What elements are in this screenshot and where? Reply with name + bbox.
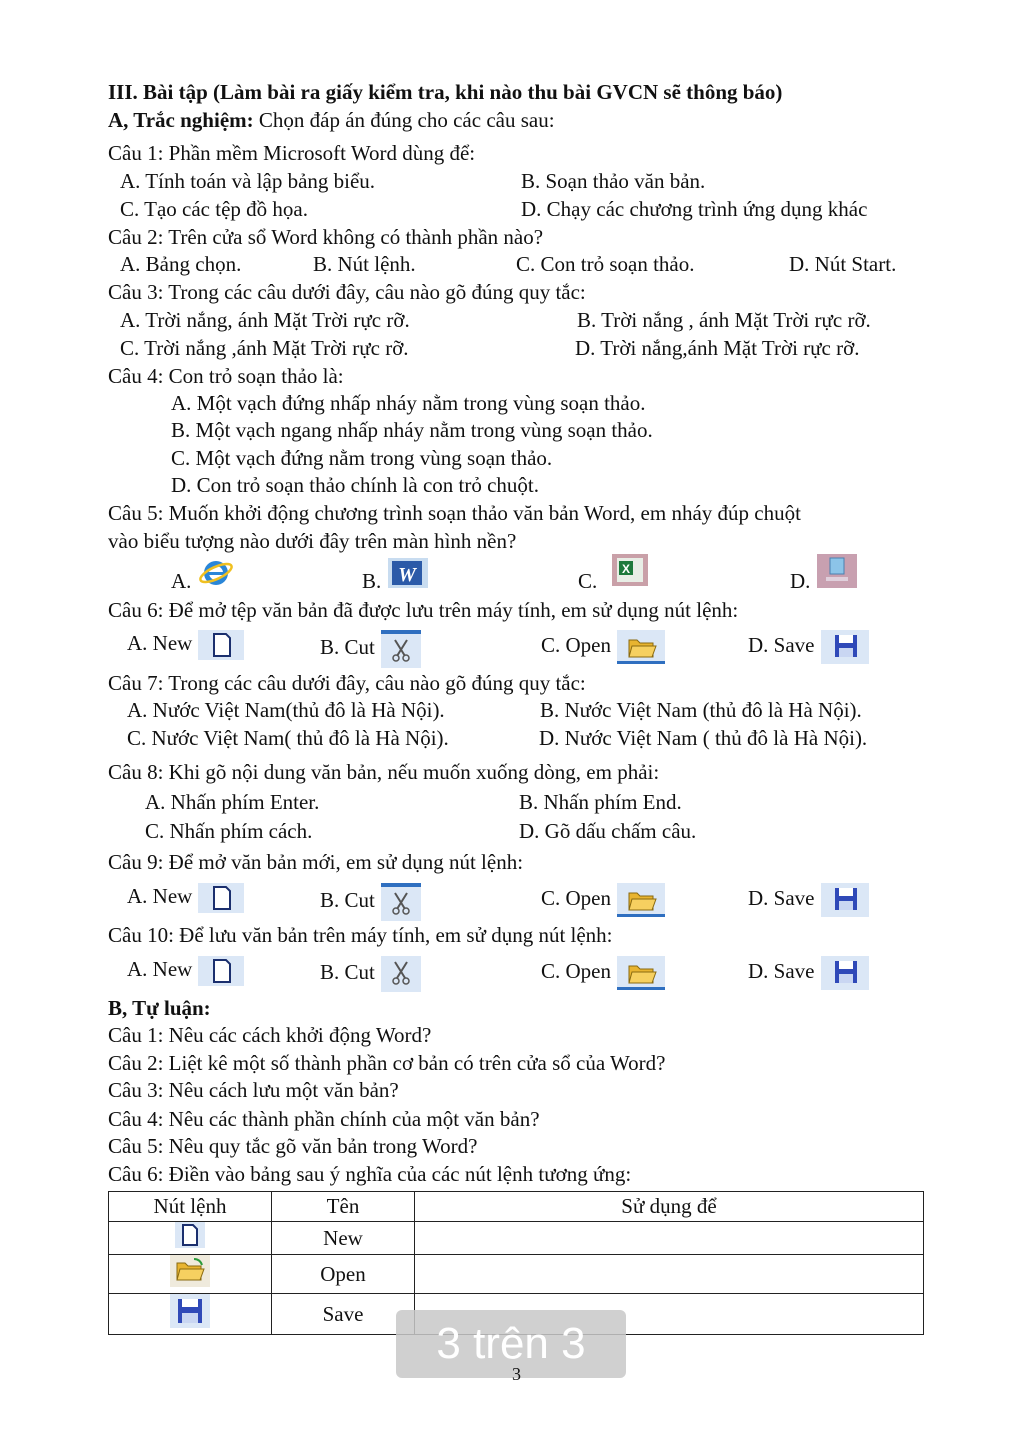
new-document-icon (198, 956, 244, 986)
q7-option-a: A. Nước Việt Nam(thủ đô là Hà Nội). (127, 698, 445, 722)
table-row (109, 1222, 924, 1255)
q8-option-b: B. Nhấn phím End. (519, 790, 682, 814)
part-b-heading: B, Tự luận: (108, 996, 211, 1020)
open-folder-icon (170, 1255, 210, 1293)
q4-option-c: C. Một vạch đứng nằm trong vùng soạn thảo. (171, 446, 553, 470)
recycle-bin-icon (816, 553, 858, 594)
save-floppy-icon (821, 883, 869, 917)
table-header-row (109, 1192, 924, 1222)
table-cell-name: Save (272, 1294, 415, 1335)
q7-option-d: D. Nước Việt Nam ( thủ đô là Hà Nội). (539, 726, 868, 750)
q7-option-c: C. Nước Việt Nam( thủ đô là Hà Nội). (127, 726, 449, 750)
q5-option-d-label: D. (790, 569, 811, 593)
new-document-icon (198, 630, 244, 660)
q5-option-d (790, 568, 810, 594)
excel-icon (611, 553, 649, 592)
question-6: Câu 6: Để mở tệp văn bản đã được lưu trên máy tính, em sử dụng nút lệnh: (108, 598, 739, 622)
q10-option-c (541, 956, 665, 990)
question-5-line-2: vào biểu tượng nào dưới đây trên màn hình nền? (108, 529, 517, 553)
q9-option-b-label: B. Cut (320, 887, 375, 912)
q6-option-d-label: D. Save (748, 632, 815, 657)
q9-option-d (748, 883, 869, 917)
table-cell-icon (109, 1255, 272, 1294)
essay-question-2: Câu 2: Liệt kê một số thành phần cơ bản có trên cửa sổ của Word? (108, 1051, 666, 1075)
q2-option-a: A. Bảng chọn. (120, 252, 242, 276)
q5-option-a-label: A. (171, 569, 192, 593)
q6-option-c (541, 630, 665, 664)
scissors-icon (381, 630, 421, 668)
q10-option-d (748, 956, 869, 990)
q8-option-d: D. Gõ dấu chấm câu. (519, 819, 697, 843)
q10-option-b-label: B. Cut (320, 959, 375, 984)
q5-option-b (362, 568, 381, 594)
open-folder-icon (617, 883, 665, 917)
word-icon (386, 556, 430, 595)
q6-option-a-label: A. New (127, 631, 193, 655)
q6-option-d (748, 630, 869, 664)
open-folder-icon (617, 630, 665, 664)
q2-option-b: B. Nút lệnh. (313, 252, 416, 276)
table-cell-icon (109, 1294, 272, 1335)
q6-option-c-label: C. Open (541, 632, 611, 657)
table-cell-name: New (272, 1222, 415, 1255)
open-folder-icon (617, 956, 665, 990)
q1-option-c: C. Tạo các tệp đồ họa. (120, 197, 308, 221)
essay-question-1: Câu 1: Nêu các cách khởi động Word? (108, 1023, 432, 1047)
q4-option-a: A. Một vạch đứng nhấp nháy nằm trong vùng soạn thảo. (171, 391, 646, 415)
q6-option-a (127, 630, 244, 660)
new-document-icon (175, 1222, 205, 1254)
internet-explorer-icon (198, 556, 234, 595)
essay-question-6: Câu 6: Điền vào bảng sau ý nghĩa của các nút lệnh tương ứng: (108, 1162, 632, 1186)
q5-option-c-label: C. (578, 569, 598, 593)
q5-option-b-label: B. (362, 569, 382, 593)
scissors-icon (381, 883, 421, 921)
svg-text:X: X (621, 562, 631, 576)
q10-option-a (127, 956, 244, 986)
q3-option-a: A. Trời nắng, ánh Mặt Trời rực rỡ. (120, 308, 410, 332)
table-cell-usage[interactable] (415, 1222, 924, 1255)
question-1: Câu 1: Phần mềm Microsoft Word dùng để: (108, 141, 476, 165)
q3-option-d: D. Trời nắng,ánh Mặt Trời rực rỡ. (575, 336, 860, 360)
q9-option-c-label: C. Open (541, 885, 611, 910)
q9-option-d-label: D. Save (748, 885, 815, 910)
part-a-title: A, Trắc nghiệm: (108, 108, 254, 132)
q7-option-b: B. Nước Việt Nam (thủ đô là Hà Nội). (540, 698, 862, 722)
q3-option-b: B. Trời nắng , ánh Mặt Trời rực rỡ. (577, 308, 871, 332)
question-10: Câu 10: Để lưu văn bản trên máy tính, em sử dụng nút lệnh: (108, 923, 613, 947)
question-5-line-1: Câu 5: Muốn khởi động chương trình soạn thảo văn bản Word, em nháy đúp chuột (108, 501, 801, 525)
q9-option-a-label: A. New (127, 884, 193, 908)
section-heading: III. Bài tập (Làm bài ra giấy kiểm tra, khi nào thu bài GVCN sẽ thông báo) (108, 80, 783, 104)
q1-option-a: A. Tính toán và lập bảng biểu. (120, 169, 376, 193)
table-cell-name: Open (272, 1255, 415, 1294)
q9-option-b (320, 883, 421, 921)
q1-option-d: D. Chạy các chương trình ứng dụng khác (521, 197, 868, 221)
page-counter-overlay: 3 trên 3 (396, 1310, 626, 1378)
scissors-icon (381, 956, 421, 992)
q10-option-a-label: A. New (127, 957, 193, 981)
question-4: Câu 4: Con trỏ soạn thảo là: (108, 364, 344, 388)
q4-option-b: B. Một vạch ngang nhấp nháy nằm trong vùng soạn thảo. (171, 418, 653, 442)
q2-option-c: C. Con trỏ soạn thảo. (516, 252, 695, 276)
q6-option-b (320, 630, 421, 668)
save-floppy-icon (821, 630, 869, 664)
question-8: Câu 8: Khi gõ nội dung văn bản, nếu muốn xuống dòng, em phải: (108, 760, 660, 784)
q6-option-b-label: B. Cut (320, 634, 375, 659)
question-9: Câu 9: Để mở văn bản mới, em sử dụng nút lệnh: (108, 850, 524, 874)
table-cell-usage[interactable] (415, 1255, 924, 1294)
essay-question-5: Câu 5: Nêu quy tắc gõ văn bản trong Word? (108, 1134, 478, 1158)
essay-question-4: Câu 4: Nêu các thành phần chính của một văn bản? (108, 1107, 540, 1131)
question-2: Câu 2: Trên cửa sổ Word không có thành phần nào? (108, 225, 544, 249)
new-document-icon (198, 883, 244, 913)
q9-option-c (541, 883, 665, 917)
svg-text:W: W (398, 564, 416, 586)
save-floppy-icon (821, 956, 869, 990)
q4-option-d: D. Con trỏ soạn thảo chính là con trỏ chuột. (171, 473, 540, 497)
essay-question-3: Câu 3: Nêu cách lưu một văn bản? (108, 1078, 399, 1102)
q10-option-c-label: C. Open (541, 958, 611, 983)
header-name: Tên (272, 1192, 415, 1222)
save-floppy-icon (170, 1294, 210, 1334)
q8-option-c: C. Nhấn phím cách. (145, 819, 313, 843)
table-cell-icon (109, 1222, 272, 1255)
part-a-instruction: Chọn đáp án đúng cho các câu sau: (253, 108, 555, 132)
page-number: 3 (512, 1364, 521, 1384)
header-usage: Sử dụng để (415, 1192, 924, 1222)
question-3: Câu 3: Trong các câu dưới đây, câu nào gõ đúng quy tắc: (108, 280, 586, 304)
q2-option-d: D. Nút Start. (789, 252, 897, 276)
q8-option-a: A. Nhấn phím Enter. (145, 790, 320, 814)
q10-option-b (320, 956, 421, 992)
header-command: Nút lệnh (109, 1192, 272, 1222)
q10-option-d-label: D. Save (748, 958, 815, 983)
question-7: Câu 7: Trong các câu dưới đây, câu nào gõ đúng quy tắc: (108, 671, 586, 695)
table-row (109, 1255, 924, 1294)
q9-option-a (127, 883, 244, 913)
q5-option-c (578, 568, 597, 594)
q5-option-a (171, 568, 191, 594)
q1-option-b: B. Soạn thảo văn bản. (521, 169, 706, 193)
q3-option-c: C. Trời nắng ,ánh Mặt Trời rực rỡ. (120, 336, 409, 360)
part-a-heading (108, 107, 555, 133)
